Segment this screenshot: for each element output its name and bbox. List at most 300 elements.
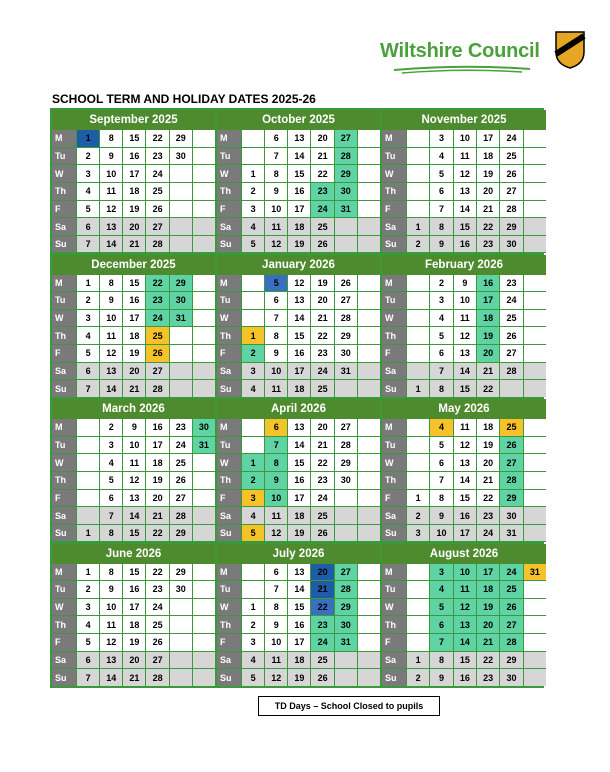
month-header: December 2025: [52, 255, 215, 275]
date-cell: 11: [265, 507, 287, 524]
date-cell: [524, 669, 546, 686]
date-cell: 17: [123, 599, 145, 616]
date-cell: [358, 275, 380, 292]
date-cell: 28: [170, 507, 192, 524]
date-cell: 7: [265, 310, 287, 327]
date-cell: 13: [288, 130, 310, 147]
date-cell: 15: [454, 652, 476, 669]
date-cell: 20: [477, 345, 499, 362]
date-cell: 13: [100, 652, 122, 669]
date-cell: 7: [430, 363, 452, 380]
date-cell: [193, 275, 215, 292]
date-cell: [193, 525, 215, 542]
day-label: Su: [382, 380, 406, 397]
date-cell: 29: [500, 652, 522, 669]
date-cell: 7: [77, 236, 99, 253]
date-cell: 24: [146, 165, 168, 182]
date-cell: 18: [123, 616, 145, 633]
date-cell: 21: [123, 236, 145, 253]
month-header: January 2026: [217, 255, 380, 275]
date-cell: 3: [100, 437, 122, 454]
date-cell: [170, 201, 192, 218]
date-cell: 6: [265, 564, 287, 581]
day-label: M: [382, 564, 406, 581]
date-cell: 28: [146, 236, 168, 253]
date-cell: 21: [311, 437, 333, 454]
date-cell: 2: [242, 616, 264, 633]
date-cell: 19: [288, 525, 310, 542]
date-cell: [193, 310, 215, 327]
date-cell: 23: [311, 345, 333, 362]
date-cell: 23: [170, 419, 192, 436]
date-cell: 19: [311, 275, 333, 292]
date-cell: 25: [146, 327, 168, 344]
date-cell: 24: [500, 292, 522, 309]
day-label: Tu: [52, 292, 76, 309]
date-cell: 21: [146, 507, 168, 524]
date-cell: 5: [242, 525, 264, 542]
date-cell: 7: [265, 148, 287, 165]
day-label: Su: [217, 380, 241, 397]
td-days-legend: TD Days – School Closed to pupils: [258, 696, 440, 716]
day-label: Th: [382, 616, 406, 633]
date-cell: 21: [477, 472, 499, 489]
day-label: Tu: [217, 292, 241, 309]
date-cell: [358, 419, 380, 436]
month-block: [382, 255, 546, 398]
date-cell: [242, 275, 264, 292]
date-cell: 4: [242, 380, 264, 397]
day-label: F: [217, 201, 241, 218]
date-cell: 29: [500, 490, 522, 507]
date-cell: [407, 419, 429, 436]
month-header: July 2026: [217, 544, 380, 564]
date-cell: 12: [288, 275, 310, 292]
date-cell: 13: [288, 292, 310, 309]
date-cell: 17: [288, 363, 310, 380]
date-cell: [358, 327, 380, 344]
date-cell: 30: [500, 507, 522, 524]
date-cell: 30: [335, 345, 357, 362]
date-cell: 6: [430, 454, 452, 471]
date-cell: [358, 148, 380, 165]
date-cell: 22: [311, 327, 333, 344]
date-cell: [242, 581, 264, 598]
month-header: April 2026: [217, 399, 380, 419]
date-cell: [358, 183, 380, 200]
date-cell: 18: [477, 419, 499, 436]
date-cell: [524, 275, 546, 292]
date-cell: 11: [265, 652, 287, 669]
date-cell: 1: [242, 327, 264, 344]
month-day-table: [52, 564, 215, 687]
date-cell: 22: [477, 218, 499, 235]
date-cell: 4: [430, 419, 452, 436]
date-cell: 22: [477, 490, 499, 507]
day-label: Tu: [217, 148, 241, 165]
date-cell: [170, 616, 192, 633]
date-cell: [335, 380, 357, 397]
date-cell: 12: [100, 201, 122, 218]
date-cell: 16: [146, 419, 168, 436]
date-cell: 6: [265, 419, 287, 436]
date-cell: 15: [123, 525, 145, 542]
month-block: [52, 255, 215, 398]
date-cell: [170, 345, 192, 362]
date-cell: [407, 130, 429, 147]
month-block: [217, 399, 380, 542]
date-cell: 29: [170, 525, 192, 542]
day-label: F: [217, 345, 241, 362]
date-cell: [524, 581, 546, 598]
date-cell: 16: [123, 148, 145, 165]
date-cell: 13: [100, 218, 122, 235]
date-cell: 26: [170, 472, 192, 489]
day-label: F: [52, 634, 76, 651]
date-cell: 23: [477, 507, 499, 524]
date-cell: 11: [100, 183, 122, 200]
month-header: June 2026: [52, 544, 215, 564]
month-day-table: [52, 130, 215, 253]
day-label: Th: [52, 183, 76, 200]
month-block: [217, 255, 380, 398]
day-label: F: [52, 490, 76, 507]
date-cell: 9: [123, 419, 145, 436]
date-cell: [77, 419, 99, 436]
date-cell: 30: [335, 616, 357, 633]
day-label: Su: [217, 669, 241, 686]
date-cell: [358, 634, 380, 651]
date-cell: [407, 201, 429, 218]
date-cell: 10: [100, 165, 122, 182]
date-cell: [407, 564, 429, 581]
date-cell: 12: [265, 525, 287, 542]
date-cell: 5: [265, 275, 287, 292]
date-cell: 16: [477, 275, 499, 292]
date-cell: 19: [123, 634, 145, 651]
date-cell: 26: [335, 275, 357, 292]
date-cell: [358, 599, 380, 616]
date-cell: 1: [77, 525, 99, 542]
date-cell: [170, 183, 192, 200]
date-cell: [242, 130, 264, 147]
date-cell: 5: [430, 165, 452, 182]
date-cell: 27: [146, 363, 168, 380]
date-cell: 30: [500, 669, 522, 686]
day-label: Tu: [217, 581, 241, 598]
date-cell: 16: [123, 581, 145, 598]
date-cell: [407, 148, 429, 165]
date-cell: 18: [146, 454, 168, 471]
month-day-table: [52, 275, 215, 398]
date-cell: 1: [242, 454, 264, 471]
day-label: M: [217, 419, 241, 436]
date-cell: [524, 380, 546, 397]
date-cell: [407, 616, 429, 633]
date-cell: 11: [100, 327, 122, 344]
date-cell: 12: [454, 599, 476, 616]
date-cell: [170, 363, 192, 380]
date-cell: [77, 507, 99, 524]
date-cell: 4: [430, 310, 452, 327]
day-label: Su: [217, 525, 241, 542]
date-cell: [358, 310, 380, 327]
date-cell: 16: [123, 292, 145, 309]
day-label: Th: [382, 472, 406, 489]
date-cell: 29: [170, 275, 192, 292]
date-cell: 3: [77, 165, 99, 182]
date-cell: 19: [477, 437, 499, 454]
date-cell: 17: [477, 292, 499, 309]
date-cell: [335, 669, 357, 686]
day-label: W: [382, 310, 406, 327]
date-cell: 9: [100, 581, 122, 598]
date-cell: 9: [430, 236, 452, 253]
month-block: [217, 544, 380, 687]
date-cell: 14: [100, 669, 122, 686]
date-cell: 25: [170, 454, 192, 471]
month-block: [382, 399, 546, 542]
date-cell: [524, 507, 546, 524]
date-cell: 17: [146, 437, 168, 454]
date-cell: 22: [146, 525, 168, 542]
date-cell: [524, 327, 546, 344]
date-cell: [193, 581, 215, 598]
day-label: F: [52, 201, 76, 218]
date-cell: [524, 165, 546, 182]
date-cell: [193, 616, 215, 633]
date-cell: [407, 275, 429, 292]
date-cell: [193, 130, 215, 147]
date-cell: 8: [430, 652, 452, 669]
date-cell: 23: [146, 292, 168, 309]
date-cell: 27: [146, 652, 168, 669]
date-cell: 7: [265, 581, 287, 598]
date-cell: 1: [407, 218, 429, 235]
date-cell: 7: [77, 669, 99, 686]
date-cell: [358, 472, 380, 489]
date-cell: 23: [146, 581, 168, 598]
date-cell: [193, 165, 215, 182]
date-cell: [193, 507, 215, 524]
date-cell: 25: [311, 218, 333, 235]
date-cell: [524, 183, 546, 200]
date-cell: [524, 310, 546, 327]
day-label: M: [382, 419, 406, 436]
month-day-table: [382, 130, 546, 253]
document-title: SCHOOL TERM AND HOLIDAY DATES 2025-26: [52, 92, 316, 106]
date-cell: 15: [288, 599, 310, 616]
date-cell: [358, 525, 380, 542]
date-cell: 13: [454, 183, 476, 200]
date-cell: 19: [123, 345, 145, 362]
date-cell: 4: [100, 454, 122, 471]
date-cell: 21: [311, 310, 333, 327]
date-cell: [193, 472, 215, 489]
date-cell: [335, 236, 357, 253]
date-cell: 10: [265, 201, 287, 218]
date-cell: 11: [265, 218, 287, 235]
date-cell: 16: [288, 616, 310, 633]
date-cell: 21: [311, 581, 333, 598]
date-cell: [193, 148, 215, 165]
day-label: F: [217, 490, 241, 507]
date-cell: 12: [454, 327, 476, 344]
date-cell: 2: [77, 148, 99, 165]
day-label: F: [382, 345, 406, 362]
date-cell: 23: [477, 236, 499, 253]
date-cell: 26: [500, 599, 522, 616]
date-cell: 6: [77, 218, 99, 235]
date-cell: 27: [146, 218, 168, 235]
date-cell: 9: [100, 148, 122, 165]
month-header: November 2025: [382, 110, 546, 130]
date-cell: 21: [123, 380, 145, 397]
month-block: [382, 544, 546, 687]
day-label: W: [382, 165, 406, 182]
date-cell: 15: [288, 327, 310, 344]
date-cell: 18: [288, 652, 310, 669]
month-block: [217, 110, 380, 253]
month-day-table: [382, 564, 546, 687]
date-cell: 5: [430, 327, 452, 344]
month-day-table: [382, 275, 546, 398]
date-cell: 29: [335, 327, 357, 344]
date-cell: 22: [311, 454, 333, 471]
day-label: W: [52, 454, 76, 471]
date-cell: 6: [100, 490, 122, 507]
date-cell: 4: [77, 183, 99, 200]
date-cell: 26: [500, 437, 522, 454]
date-cell: 7: [100, 507, 122, 524]
date-cell: [358, 616, 380, 633]
date-cell: 3: [430, 292, 452, 309]
date-cell: 22: [146, 564, 168, 581]
date-cell: 31: [335, 634, 357, 651]
date-cell: 6: [430, 183, 452, 200]
date-cell: 10: [123, 437, 145, 454]
date-cell: 15: [288, 165, 310, 182]
date-cell: 10: [265, 490, 287, 507]
date-cell: 12: [265, 669, 287, 686]
day-label: F: [217, 634, 241, 651]
date-cell: [193, 490, 215, 507]
date-cell: 3: [242, 363, 264, 380]
day-label: Tu: [52, 581, 76, 598]
date-cell: [193, 345, 215, 362]
date-cell: [358, 652, 380, 669]
date-cell: [242, 310, 264, 327]
date-cell: 17: [123, 310, 145, 327]
date-cell: 21: [311, 148, 333, 165]
date-cell: 13: [100, 363, 122, 380]
day-label: M: [52, 130, 76, 147]
date-cell: 2: [242, 345, 264, 362]
day-label: M: [52, 275, 76, 292]
date-cell: 23: [477, 669, 499, 686]
date-cell: 30: [335, 472, 357, 489]
day-label: M: [382, 130, 406, 147]
month-day-table: [382, 419, 546, 542]
date-cell: 29: [335, 454, 357, 471]
date-cell: 12: [454, 437, 476, 454]
date-cell: 10: [430, 525, 452, 542]
date-cell: 18: [123, 327, 145, 344]
date-cell: 30: [500, 236, 522, 253]
day-label: Th: [217, 616, 241, 633]
date-cell: 16: [454, 669, 476, 686]
date-cell: 11: [454, 310, 476, 327]
date-cell: [193, 201, 215, 218]
date-cell: 12: [454, 165, 476, 182]
date-cell: [524, 525, 546, 542]
date-cell: [358, 454, 380, 471]
date-cell: 25: [311, 380, 333, 397]
day-label: F: [382, 634, 406, 651]
month-block: [382, 110, 546, 253]
date-cell: 11: [265, 380, 287, 397]
date-cell: [170, 236, 192, 253]
date-cell: 10: [100, 310, 122, 327]
date-cell: [524, 201, 546, 218]
date-cell: 5: [242, 236, 264, 253]
date-cell: 31: [193, 437, 215, 454]
date-cell: [524, 616, 546, 633]
date-cell: 11: [454, 419, 476, 436]
day-label: W: [217, 165, 241, 182]
date-cell: [193, 564, 215, 581]
date-cell: 31: [170, 310, 192, 327]
council-crest-icon: [554, 30, 586, 70]
date-cell: 12: [265, 236, 287, 253]
date-cell: [407, 437, 429, 454]
day-label: Su: [52, 669, 76, 686]
date-cell: 27: [500, 345, 522, 362]
date-cell: 12: [100, 634, 122, 651]
month-block: [52, 110, 215, 253]
date-cell: 22: [311, 599, 333, 616]
date-cell: 16: [288, 345, 310, 362]
day-label: W: [52, 310, 76, 327]
date-cell: 14: [123, 507, 145, 524]
date-cell: [170, 634, 192, 651]
day-label: Th: [382, 183, 406, 200]
date-cell: 25: [311, 507, 333, 524]
date-cell: 19: [146, 472, 168, 489]
day-label: Sa: [52, 363, 76, 380]
date-cell: 5: [430, 437, 452, 454]
date-cell: 6: [430, 616, 452, 633]
date-cell: [407, 472, 429, 489]
day-label: Tu: [382, 292, 406, 309]
date-cell: 28: [146, 669, 168, 686]
date-cell: [193, 454, 215, 471]
date-cell: 17: [288, 201, 310, 218]
date-cell: 22: [311, 165, 333, 182]
day-label: W: [382, 599, 406, 616]
day-label: Sa: [52, 507, 76, 524]
day-label: Su: [382, 525, 406, 542]
date-cell: [524, 236, 546, 253]
date-cell: 28: [500, 201, 522, 218]
date-cell: 10: [265, 363, 287, 380]
date-cell: [407, 165, 429, 182]
date-cell: 27: [500, 616, 522, 633]
date-cell: 27: [335, 130, 357, 147]
date-cell: [358, 380, 380, 397]
date-cell: 27: [500, 183, 522, 200]
date-cell: 29: [335, 599, 357, 616]
